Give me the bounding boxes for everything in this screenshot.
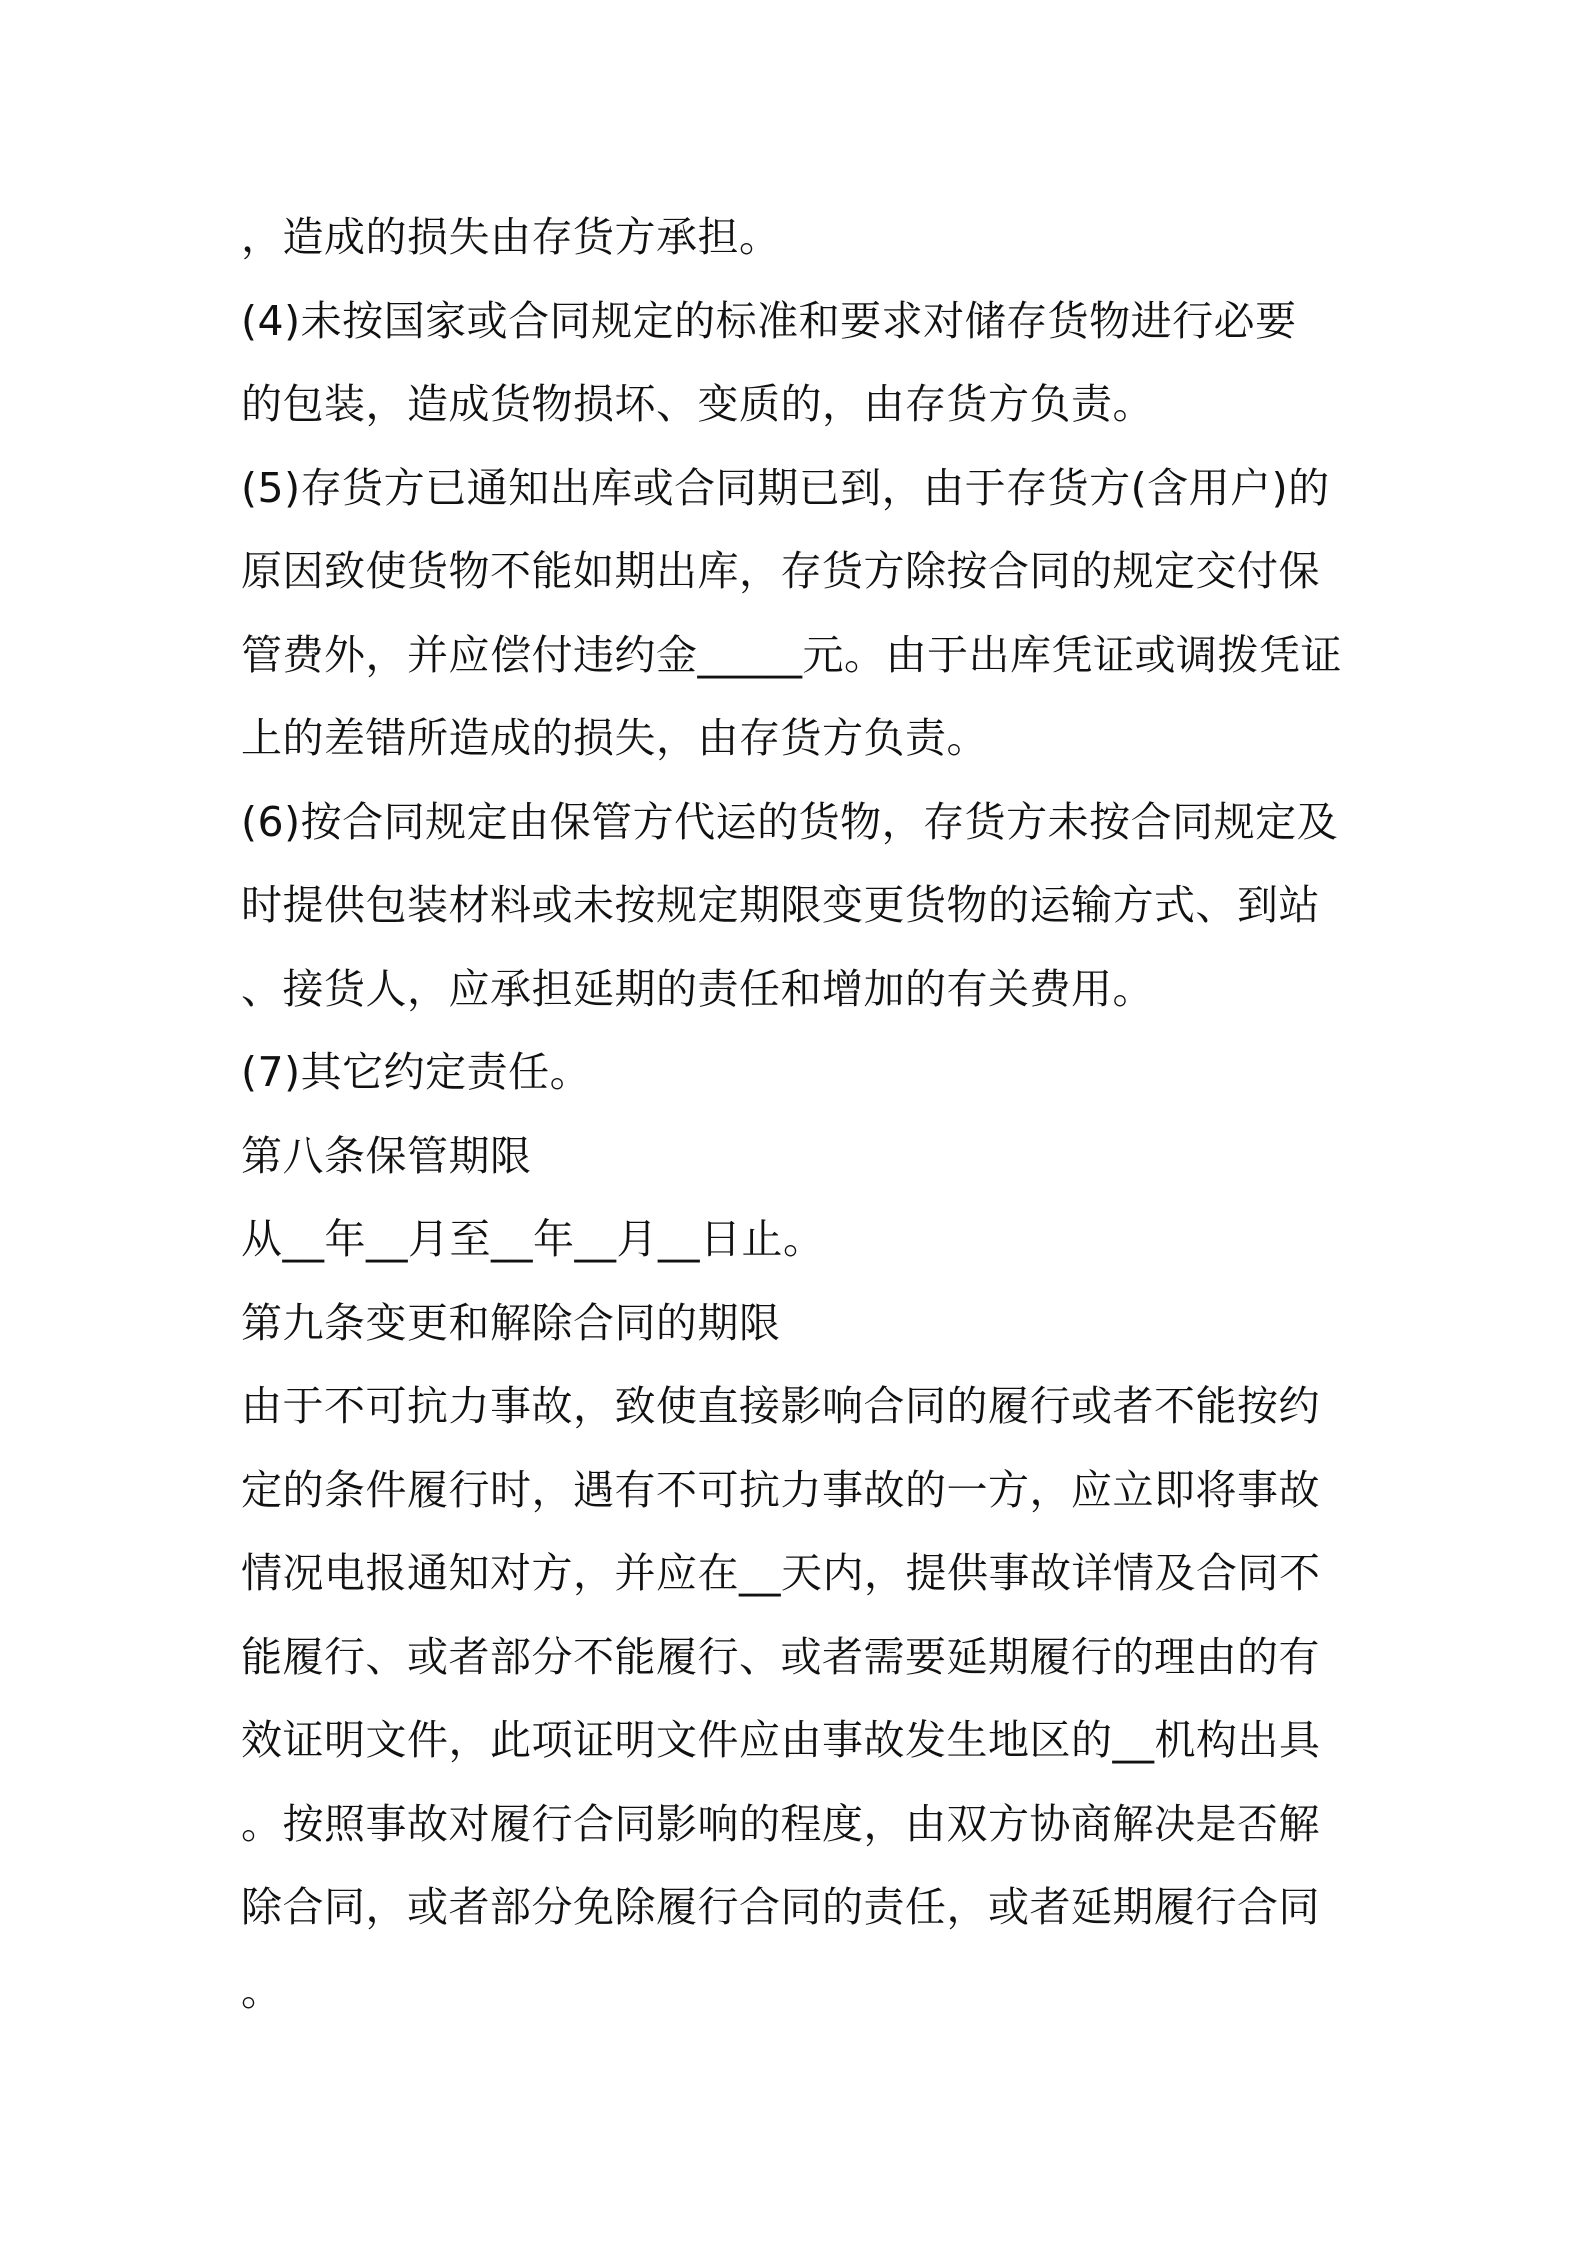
text-line: (5)存货方已通知出库或合同期已到，由于存货方(含用户)的 — [241, 463, 1330, 512]
text-line: 由于不可抗力事故，致使直接影响合同的履行或者不能按约 — [241, 1382, 1320, 1430]
text-line: 效证明文件，此项证明文件应由事故发生地区的__机构出具 — [241, 1716, 1321, 1764]
text-line: 除合同，或者部分免除履行合同的责任，或者延期履行合同 — [241, 1883, 1320, 1931]
text-line: 的包装，造成货物损坏、变质的，由存货方负责。 — [241, 380, 1154, 428]
text-line: 情况电报通知对方，并应在__天内，提供事故详情及合同不 — [241, 1549, 1321, 1597]
section-heading: 第九条变更和解除合同的期限 — [241, 1298, 781, 1347]
section-heading: 第八条保管期限 — [241, 1131, 532, 1180]
text-line: 能履行、或者部分不能履行、或者需要延期履行的理由的有 — [241, 1632, 1320, 1681]
text-line: (6)按合同规定由保管方代运的货物，存货方未按合同规定及 — [241, 797, 1339, 846]
document-body — [241, 196, 1361, 2033]
text-line: (4)未按国家或合同规定的标准和要求对储存货物进行必要 — [241, 296, 1297, 345]
text-line: 。按照事故对履行合同影响的程度，由双方协商解决是否解 — [241, 1799, 1320, 1848]
text-line: 管费外，并应偿付违约金_____元。由于出库凭证或调拨凭证 — [241, 630, 1342, 679]
text-line: (7)其它约定责任。 — [241, 1048, 592, 1096]
text-line: 、接货人，应承担延期的责任和增加的有关费用。 — [241, 964, 1154, 1013]
text-line: ，造成的损失由存货方承担。 — [241, 213, 781, 261]
text-line: 从__年__月至__年__月__日止。 — [241, 1215, 825, 1263]
text-line: 上的差错所造成的损失，由存货方负责。 — [241, 714, 988, 762]
text-line: 原因致使货物不能如期出库，存货方除按合同的规定交付保 — [241, 547, 1320, 595]
text-line: 时提供包装材料或未按规定期限变更货物的运输方式、到站 — [241, 881, 1320, 929]
text-line: 定的条件履行时，遇有不可抗力事故的一方，应立即将事故 — [241, 1465, 1320, 1514]
text-line: 。 — [241, 1966, 283, 2015]
